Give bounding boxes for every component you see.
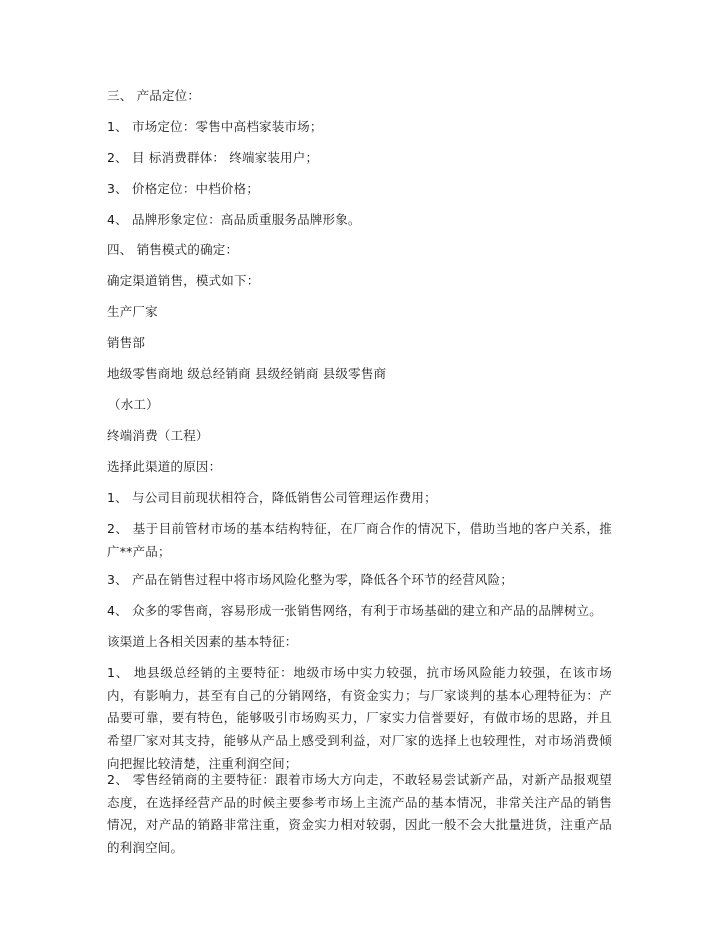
section-heading-sales-model: 四、 销售模式的确定： bbox=[107, 242, 239, 257]
reason-item-2: 2、 基于目前管材市场的基本结构特征，在厂商合作的情况下，借助当地的客户关系，推广**产品； bbox=[107, 521, 612, 559]
features-title: 该渠道上各相关因素的基本特征： bbox=[107, 634, 298, 649]
positioning-item-brand-image: 4、 品牌形象定位：高品质重服务品牌形象。 bbox=[107, 212, 361, 227]
channel-intro: 确定渠道销售，模式如下： bbox=[107, 273, 260, 288]
positioning-item-market: 1、 市场定位：零售中高档家装市场； bbox=[107, 119, 323, 134]
channel-flow-plumber: （水工） bbox=[108, 397, 159, 412]
positioning-item-price: 3、 价格定位：中档价格； bbox=[107, 181, 260, 196]
feature-item-general-distributor: 1、 地县级总经销的主要特征：地级市场中实力较强，抗市场风险能力较强，在该市场内，有影响力，甚至有自己的分销网络，有资金实力；与厂家谈判的基本心理特征为：产品要可靠，要有特色，能够吸引市场购买力，厂家实力信誉要好，有做市场的思路，并且希望厂家对其支持，能够从产品上感受到利益，对厂家的选择上也较理性，对市场消费倾向把握比较清楚，注重利润空间； bbox=[107, 665, 612, 771]
positioning-item-target-group: 2、 目 标消费群体： 终端家装用户； bbox=[107, 150, 319, 165]
feature-item-retail-distributor: 2、 零售经销商的主要特征：跟着市场大方向走，不敢轻易尝试新产品，对新产品报观望态度，在选择经营产品的时候主要参考市场上主流产品的基本情况，非常关注产品的销售情况，对产品的销路非常注重，资金实力相对较弱，因此一般不会大批量进货，注重产品的利润空间。 bbox=[107, 772, 612, 856]
section-heading-product-positioning: 三、 产品定位： bbox=[107, 88, 201, 103]
reason-item-3: 3、 产品在销售过程中将市场风险化整为零，降低各个环节的经营风险； bbox=[107, 572, 514, 587]
reason-title: 选择此渠道的原因： bbox=[107, 459, 222, 474]
channel-flow-end-consumer: 终端消费（工程） bbox=[107, 428, 209, 443]
channel-flow-sales-dept: 销售部 bbox=[107, 335, 146, 350]
channel-flow-distributors: 地级零售商地 级总经销商 县级经销商 县级零售商 bbox=[107, 366, 387, 381]
channel-flow-manufacturer: 生产厂家 bbox=[107, 304, 158, 319]
reason-item-1: 1、 与公司目前现状相符合，降低销售公司管理运作费用； bbox=[107, 490, 437, 505]
reason-item-4: 4、 众多的零售商，容易形成一张销售网络，有利于市场基础的建立和产品的品牌树立。 bbox=[107, 603, 602, 618]
